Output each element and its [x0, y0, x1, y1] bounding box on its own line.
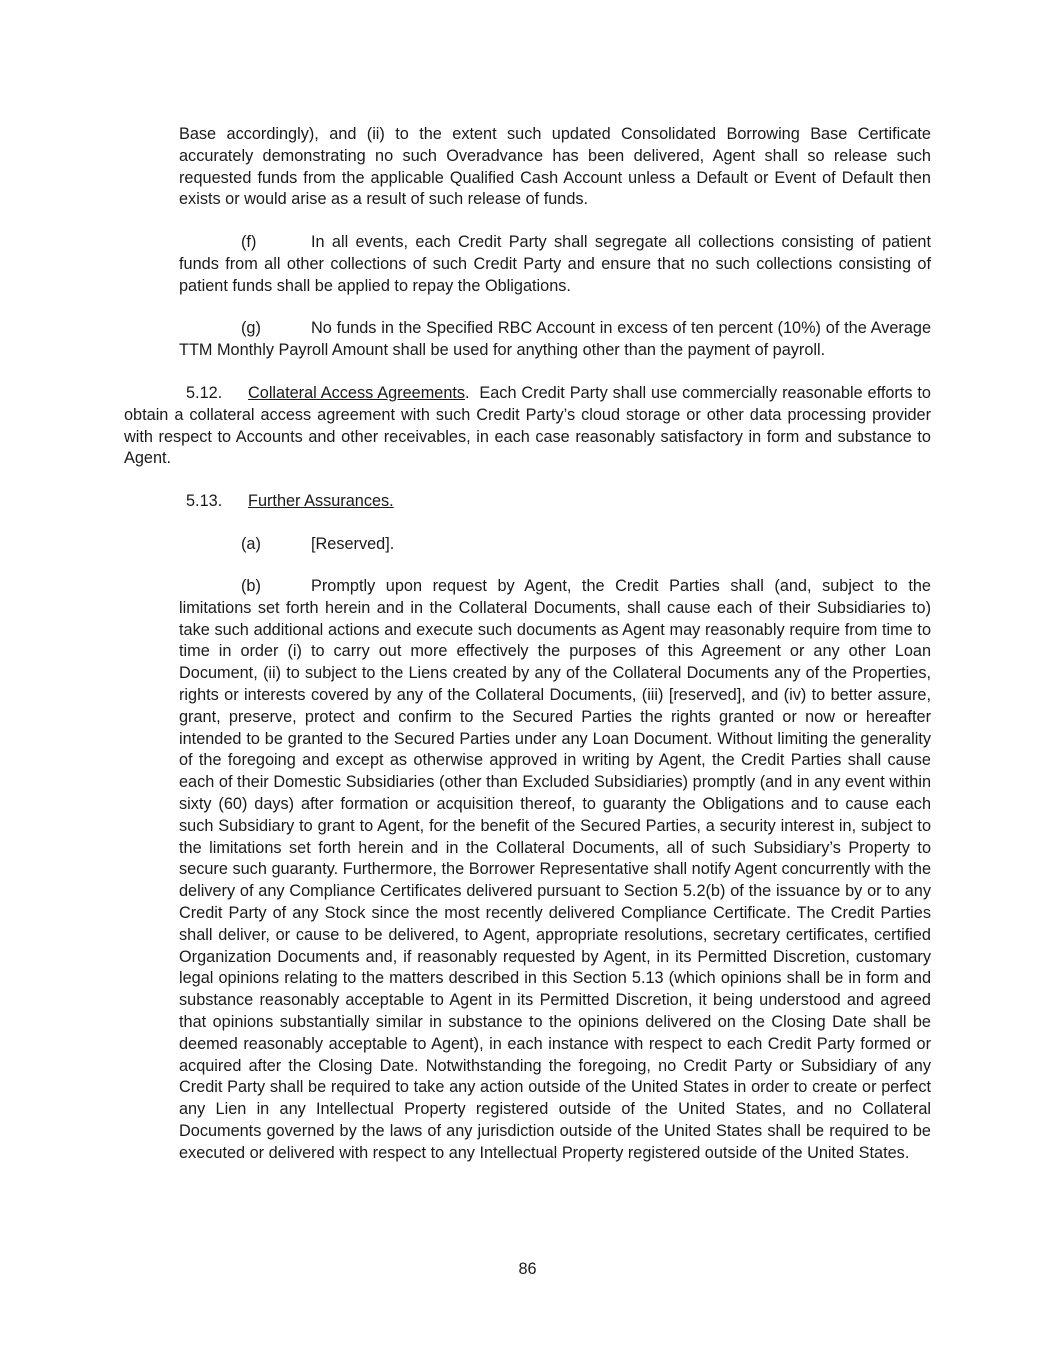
continuation-paragraph	[179, 124, 931, 211]
section-5-13-heading: Further Assurances.	[248, 492, 394, 510]
paragraph-a-label: (a)	[241, 535, 261, 553]
section-5-12	[124, 383, 931, 470]
paragraph-g-label: (g)	[241, 319, 261, 337]
section-5-13	[124, 491, 931, 513]
paragraph-f-label: (f)	[241, 233, 257, 251]
continuation-text: Base accordingly), and (ii) to the extent such updated Consolidated Borrowing Base Certificate accurately demonstrating no such Overadvance has been delivered, Agent shall so release such requested funds from the applicable Qualified Cash Account unless a Default or Event of Default then exists or would arise as a result of such release of funds.	[179, 125, 931, 209]
paragraph-b-label: (b)	[241, 577, 261, 595]
paragraph-a	[179, 534, 931, 556]
page-number: 86	[518, 1260, 537, 1278]
paragraph-f-text: In all events, each Credit Party shall segregate all collections consisting of patient funds from all other collections of such Credit Party and ensure that no such collections consisting of patient funds shall be applied to repay the Obligations.	[179, 233, 931, 295]
paragraph-b-text: Promptly upon request by Agent, the Credit Parties shall (and, subject to the limitations set forth herein and in the Collateral Documents, shall cause each of their Subsidiaries to) take such additional actions and execute such documents as Agent may reasonably require from time to time in order (i) to carry out more effectively the purposes of this Agreement or any other Loan Document, (ii) to subject to the Liens created by any of the Collateral Documents any of the Properties, rights or interests covered by any of the Collateral Documents, (iii) [reserved], and (iv) to better assure, grant, preserve, protect and confirm to the Secured Parties the rights granted or now or hereafter intended to be granted to the Secured Parties under any Loan Document. Without limiting the generality of the foregoing and except as otherwise approved in writing by Agent, the Credit Parties shall cause each of their Domestic Subsidiaries (other than Excluded Subsidiaries) promptly (and in any event within sixty (60) days) after formation or acquisition thereof, to guaranty the Obligations and to cause each such Subsidiary to grant to Agent, for the benefit of the Secured Parties, a security interest in, subject to the limitations set forth herein and in the Collateral Documents, all of such Subsidiary’s Property to secure such guaranty. Furthermore, the Borrower Representative shall notify Agent concurrently with the delivery of any Compliance Certificates delivered pursuant to Section 5.2(b) of the issuance by or to any Credit Party of any Stock since the most recently delivered Compliance Certificate. The Credit Parties shall deliver, or cause to be delivered, to Agent, appropriate resolutions, secretary certificates, certified Organization Documents and, if reasonably requested by Agent, in its Permitted Discretion, customary legal opinions relating to the matters described in this Section 5.13 (which opinions shall be in form and substance reasonably acceptable to Agent in its Permitted Discretion, it being understood and agreed that opinions substantially similar in substance to the opinions delivered on the Closing Date shall be deemed reasonably acceptable to Agent), in each instance with respect to each Credit Party formed or acquired after the Closing Date. Notwithstanding the foregoing, no Credit Party or Subsidiary of any Credit Party shall be required to take any action outside of the United States in order to create or perfect any Lien in any Intellectual Property registered outside of the United States, and no Collateral Documents governed by the laws of any jurisdiction outside of the United States shall be required to be executed or delivered with respect to any Intellectual Property registered outside of the United States.	[179, 577, 931, 1162]
section-5-12-text: Each Credit Party shall use commercially reasonable efforts to obtain a collateral access agreement with such Credit Party’s cloud storage or other data processing provider with respect to Accounts and other receivables, in each case reasonably satisfactory in form and substance to Agent.	[124, 384, 931, 468]
paragraph-a-text: [Reserved].	[311, 535, 395, 553]
section-5-12-heading-suffix: .	[465, 384, 470, 402]
paragraph-f	[179, 232, 931, 297]
section-5-12-number: 5.12.	[186, 384, 223, 402]
paragraph-b	[179, 576, 931, 1165]
paragraph-g	[179, 318, 931, 362]
paragraph-g-text: No funds in the Specified RBC Account in excess of ten percent (10%) of the Average TTM Monthly Payroll Amount shall be used for anything other than the payment of payroll.	[179, 319, 931, 359]
section-5-13-number: 5.13.	[186, 492, 223, 510]
section-5-12-heading: Collateral Access Agreements	[248, 384, 466, 402]
